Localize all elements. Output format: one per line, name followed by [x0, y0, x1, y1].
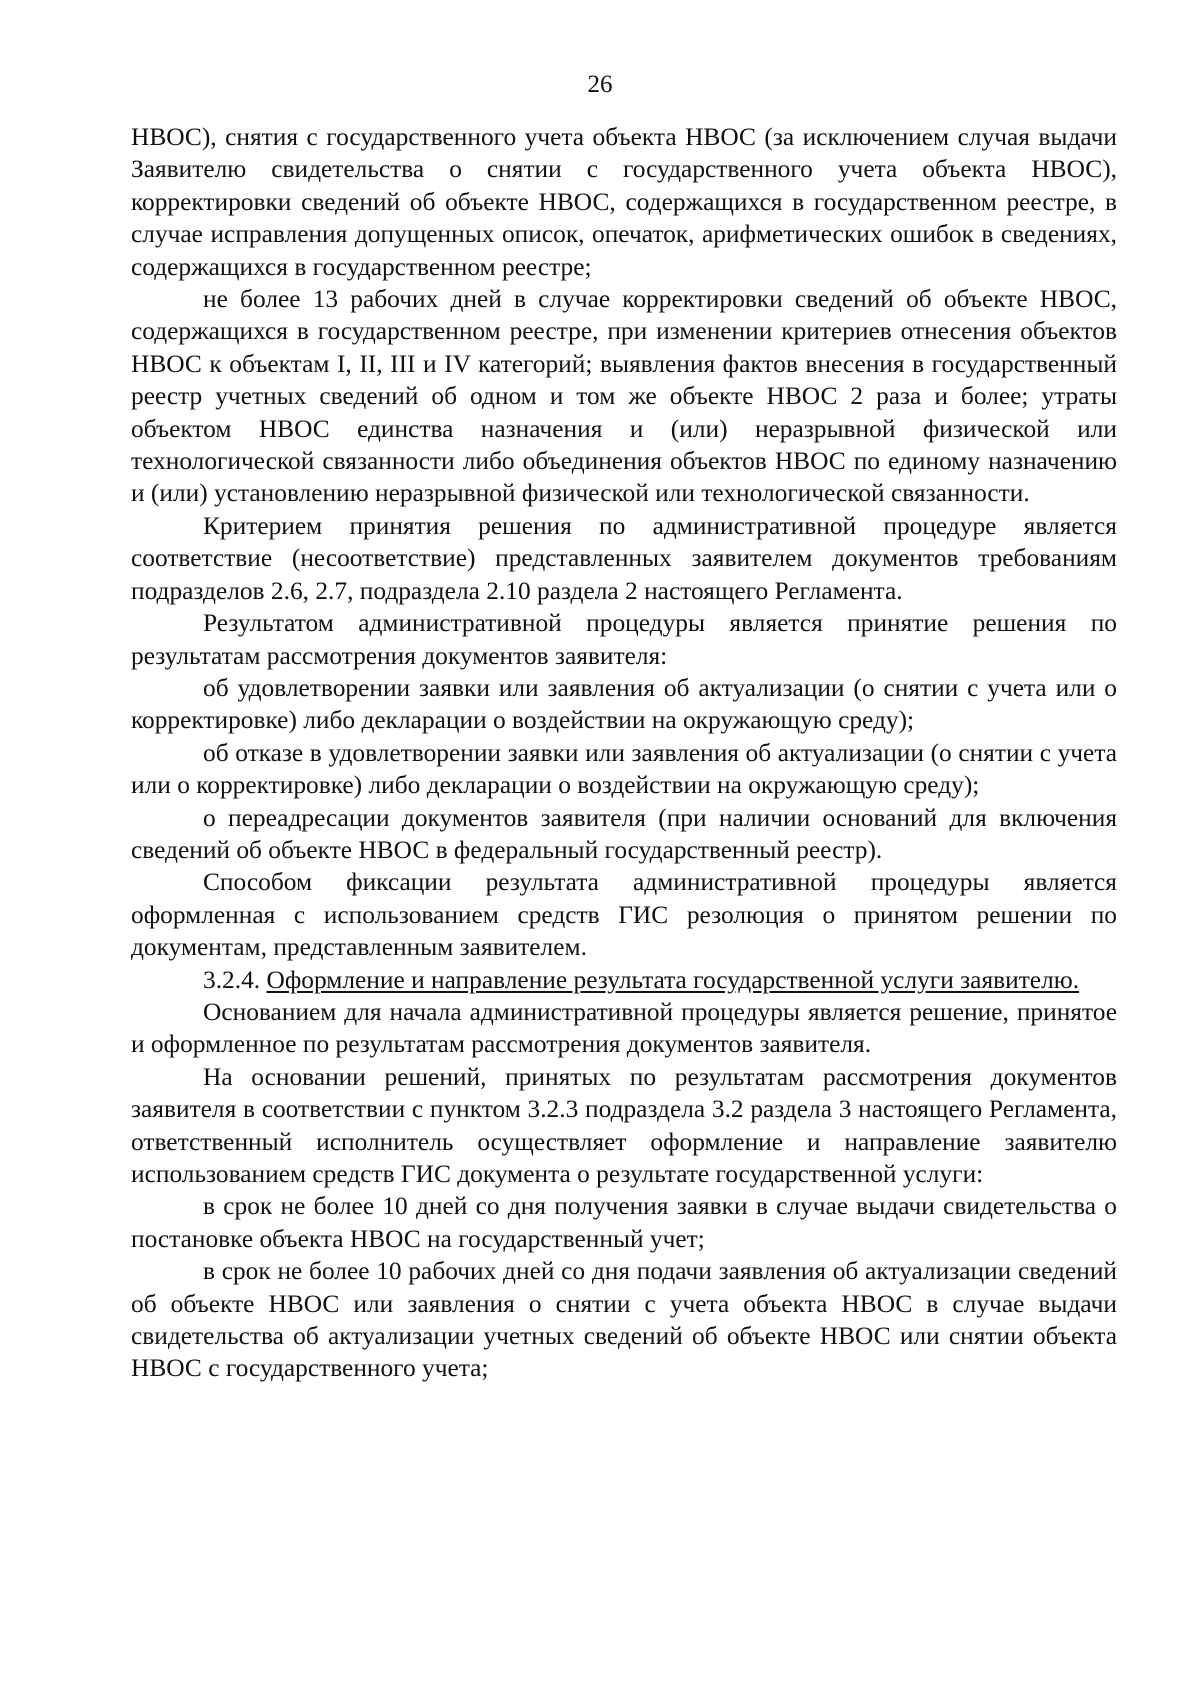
paragraph: НВОС), снятия с государственного учета объекта НВОС (за исключением случая выдачи Заявителю свидетельства о снятии с государственного учета объекта НВОС), корректировки сведений об объекте НВОС, содержащихся в государственном реестре, в случае исправления допущенных описок, опечаток, арифметических ошибок в сведениях, содержащихся в государственном реестре; — [131, 123, 1117, 281]
paragraph: не более 13 рабочих дней в случае корректировки сведений об объекте НВОС, содержащихся в государственном реестре, при изменении критериев отнесения объектов НВОС к объектам I, II, III и IV категорий; выявления фактов внесения в государственный реестр учетных сведений об одном и том же объекте НВОС 2 раза и более; утраты объектом НВОС единства назначения и (или) неразрывной физической или технологической связанности либо объединения объектов НВОС по единому назначению и (или) установлению неразрывной физической или технологической связанности. — [131, 285, 1117, 508]
section-number: 3.2.4. — [203, 965, 261, 994]
paragraph: Критерием принятия решения по административной процедуре является соответствие (несоответствие) представленных заявителем документов требованиям подразделов 2.6, 2.7, подраздела 2.10 раздела 2 настоящего Регламента. — [131, 511, 1117, 605]
paragraph: в срок не более 10 дней со дня получения заявки в случае выдачи свидетельства о постановке объекта НВОС на государственный учет; — [131, 1192, 1117, 1253]
section-title: Оформление и направление результата государственной услуги заявителю. — [266, 965, 1080, 994]
paragraph: Результатом административной процедуры является принятие решения по результатам рассмотрения документов заявителя: — [131, 609, 1117, 670]
section-heading — [131, 964, 1117, 996]
paragraph: На основании решений, принятых по результатам рассмотрения документов заявителя в соответствии с пунктом 3.2.3 подраздела 3.2 раздела 3 настоящего Регламента, ответственный исполнитель осуществляет оформление и направление заявителю использованием средств ГИС документа о результате государственной услуги: — [131, 1062, 1117, 1188]
paragraph: об отказе в удовлетворении заявки или заявления об актуализации (о снятии с учета или о корректировке) либо декларации о воздействии на окружающую среду); — [131, 738, 1117, 800]
paragraph: об удовлетворении заявки или заявления об актуализации (о снятии с учета или о корректировке) либо декларации о воздействии на окружающую среду); — [131, 673, 1117, 735]
paragraph: Основанием для начала административной процедуры является решение, принятое и оформленное по результатам рассмотрения документов заявителя. — [131, 997, 1117, 1059]
paragraph: в срок не более 10 рабочих дней со дня подачи заявления об актуализации сведений об объекте НВОС или заявления о снятии с учета объекта НВОС в случае выдачи свидетельства об актуализации учетных сведений об объекте НВОС или снятии объекта НВОС с государственного учета; — [131, 1257, 1117, 1383]
document-body — [131, 121, 1117, 1385]
paragraph: Способом фиксации результата административной процедуры является оформленная с использованием средств ГИС резолюция о принятом решении по документам, представленным заявителем. — [131, 868, 1117, 962]
page-number: 26 — [587, 71, 613, 98]
paragraph: о переадресации документов заявителя (при наличии оснований для включения сведений об объекте НВОС в федеральный государственный реестр). — [131, 803, 1117, 864]
